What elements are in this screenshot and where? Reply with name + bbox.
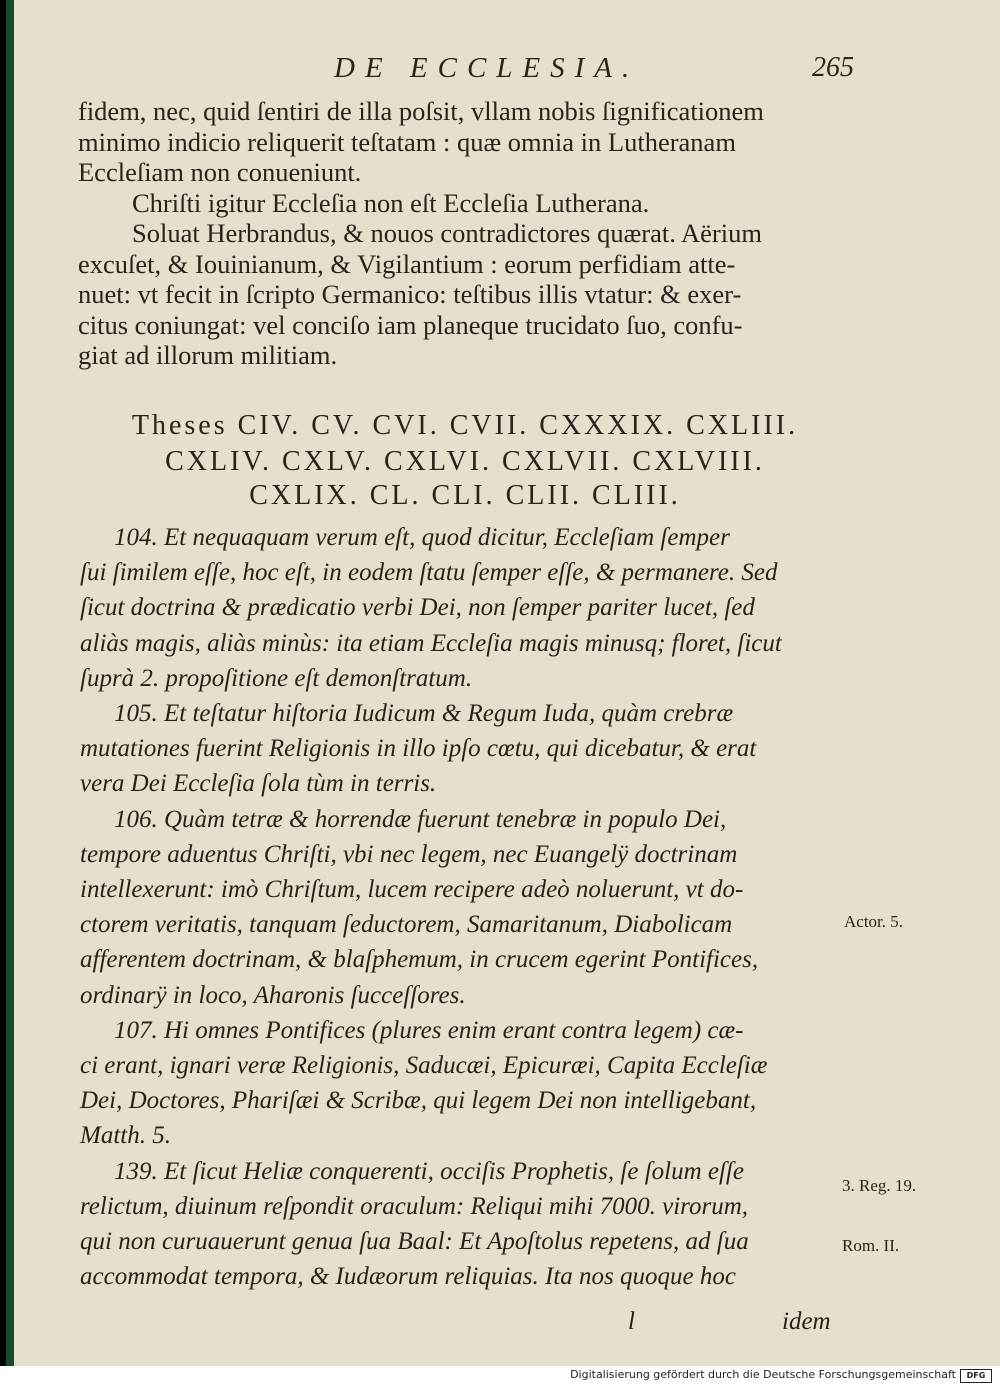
thesis-line: tempore aduentus Chriſti, vbi nec legem, nec Euangelÿ doctrinam (80, 840, 738, 868)
thesis-line: ctorem veritatis, tanquam ſeductorem, Samaritanum, Diabolicam (80, 911, 733, 939)
thesis-line: ſui ſimilem eſſe, hoc eſt, in eodem ſtatu ſemper eſſe, & permanere. Sed (80, 559, 778, 587)
thesis-line: ſuprà 2. propoſitione eſt demonſtratum. (80, 664, 473, 692)
thesis-line: ſicut doctrina & prædicatio verbi Dei, non ſemper pariter lucet, ſed (80, 594, 755, 622)
page-edge (6, 0, 14, 1366)
body-line: minimo indicio reliquerit teſtatam : quæ omnia in Lutheranam (78, 126, 736, 157)
thesis-line: aliàs magis, aliàs minùs: ita etiam Eccleſia magis minusq; floret, ſicut (80, 629, 782, 657)
body-line: excuſet, & Iouinianum, & Vigilantium : eorum perfidiam atte- (78, 248, 736, 279)
thesis-line: ci erant, ignari veræ Religionis, Saducæi, Epicuræi, Capita Eccleſiæ (80, 1052, 768, 1079)
thesis-line: relictum, diuinum reſpondit oraculum: Reliqui mihi 7000. virorum, (80, 1192, 748, 1220)
footer-credit: Digitalisierung gefördert durch die Deutsche Forschungsgemeinschaft (570, 1368, 956, 1381)
thesis-line: 104. Et nequaquam verum eſt, quod dicitur, Eccleſiam ſemper (114, 524, 730, 551)
body-line: nuet: vt fecit in ſcripto Germanico: teſtibus illis vtatur: & exer- (78, 279, 742, 309)
body-line: Soluat Herbrandus, & nouos contradictores quærat. Aërium (132, 218, 762, 248)
thesis-line: afferentem doctrinam, & blaſphemum, in crucem egerint Pontifices, (80, 946, 759, 974)
thesis-line: 107. Hi omnes Pontifices (plures enim erant contra legem) cæ- (114, 1016, 744, 1044)
thesis-line: Matth. 5. (80, 1122, 171, 1150)
book-page (6, 0, 1000, 1366)
thesis-line: mutationes fuerint Religionis in illo ipſo cœtu, qui dicebatur, & erat (80, 735, 757, 763)
thesis-line: qui non curuauerunt genua ſua Baal: Et Apoſtolus repetens, ad ſua (80, 1228, 749, 1255)
margin-note: Rom. II. (842, 1236, 900, 1255)
body-line: Eccleſiam non conueniunt. (78, 157, 362, 187)
thesis-line: vera Dei Eccleſia ſola tùm in terris. (80, 770, 437, 798)
theses-heading-line: CXLIV. CXLV. CXLVI. CXLVII. CXLVIII. (165, 446, 765, 477)
page-number: 265 (812, 52, 854, 83)
theses-heading-line: CXLIX. CL. CLI. CLII. CLIII. (249, 480, 681, 511)
running-header: DE ECCLESIA. (334, 52, 640, 84)
body-line: giat ad illorum militiam. (78, 340, 338, 370)
thesis-line: 139. Et ſicut Heliæ conquerenti, occiſis Prophetis, ſe ſolum eſſe (114, 1157, 744, 1185)
margin-note: 3. Reg. 19. (842, 1176, 917, 1195)
thesis-line: intellexerunt: imò Chriſtum, lucem recipere adeò noluerunt, vt do- (80, 876, 744, 903)
thesis-line: accommodat tempora, & Iudæorum reliquias. Ita nos quoque hoc (80, 1263, 736, 1291)
dfg-logo: DFG (960, 1369, 992, 1383)
margin-note: Actor. 5. (844, 912, 904, 931)
digitization-footer (0, 1366, 1000, 1387)
body-line: fidem, nec, quid ſentiri de illa poſsit, vllam nobis ſignificationem (78, 96, 764, 126)
theses-heading-line: Theses CIV. CV. CVI. CVII. CXXXIX. CXLIII. (131, 410, 799, 441)
thesis-line: 105. Et teſtatur hiſtoria Iudicum & Regum Iuda, quàm crebræ (114, 700, 734, 727)
thesis-line: 106. Quàm tetræ & horrendæ fuerunt tenebræ in populo Dei, (114, 805, 727, 833)
catchword: idem (782, 1308, 831, 1335)
thesis-line: ordinarÿ in loco, Aharonis ſucceſſores. (80, 981, 466, 1009)
signature-mark: l (628, 1308, 635, 1335)
body-line: Chriſti igitur Eccleſia non eſt Eccleſia Lutherana. (132, 187, 650, 218)
body-line: citus coniungat: vel conciſo iam planeque trucidato ſuo, confu- (78, 309, 743, 340)
thesis-line: Dei, Doctores, Phariſæi & Scribæ, qui legem Dei non intelligebant, (80, 1087, 757, 1115)
